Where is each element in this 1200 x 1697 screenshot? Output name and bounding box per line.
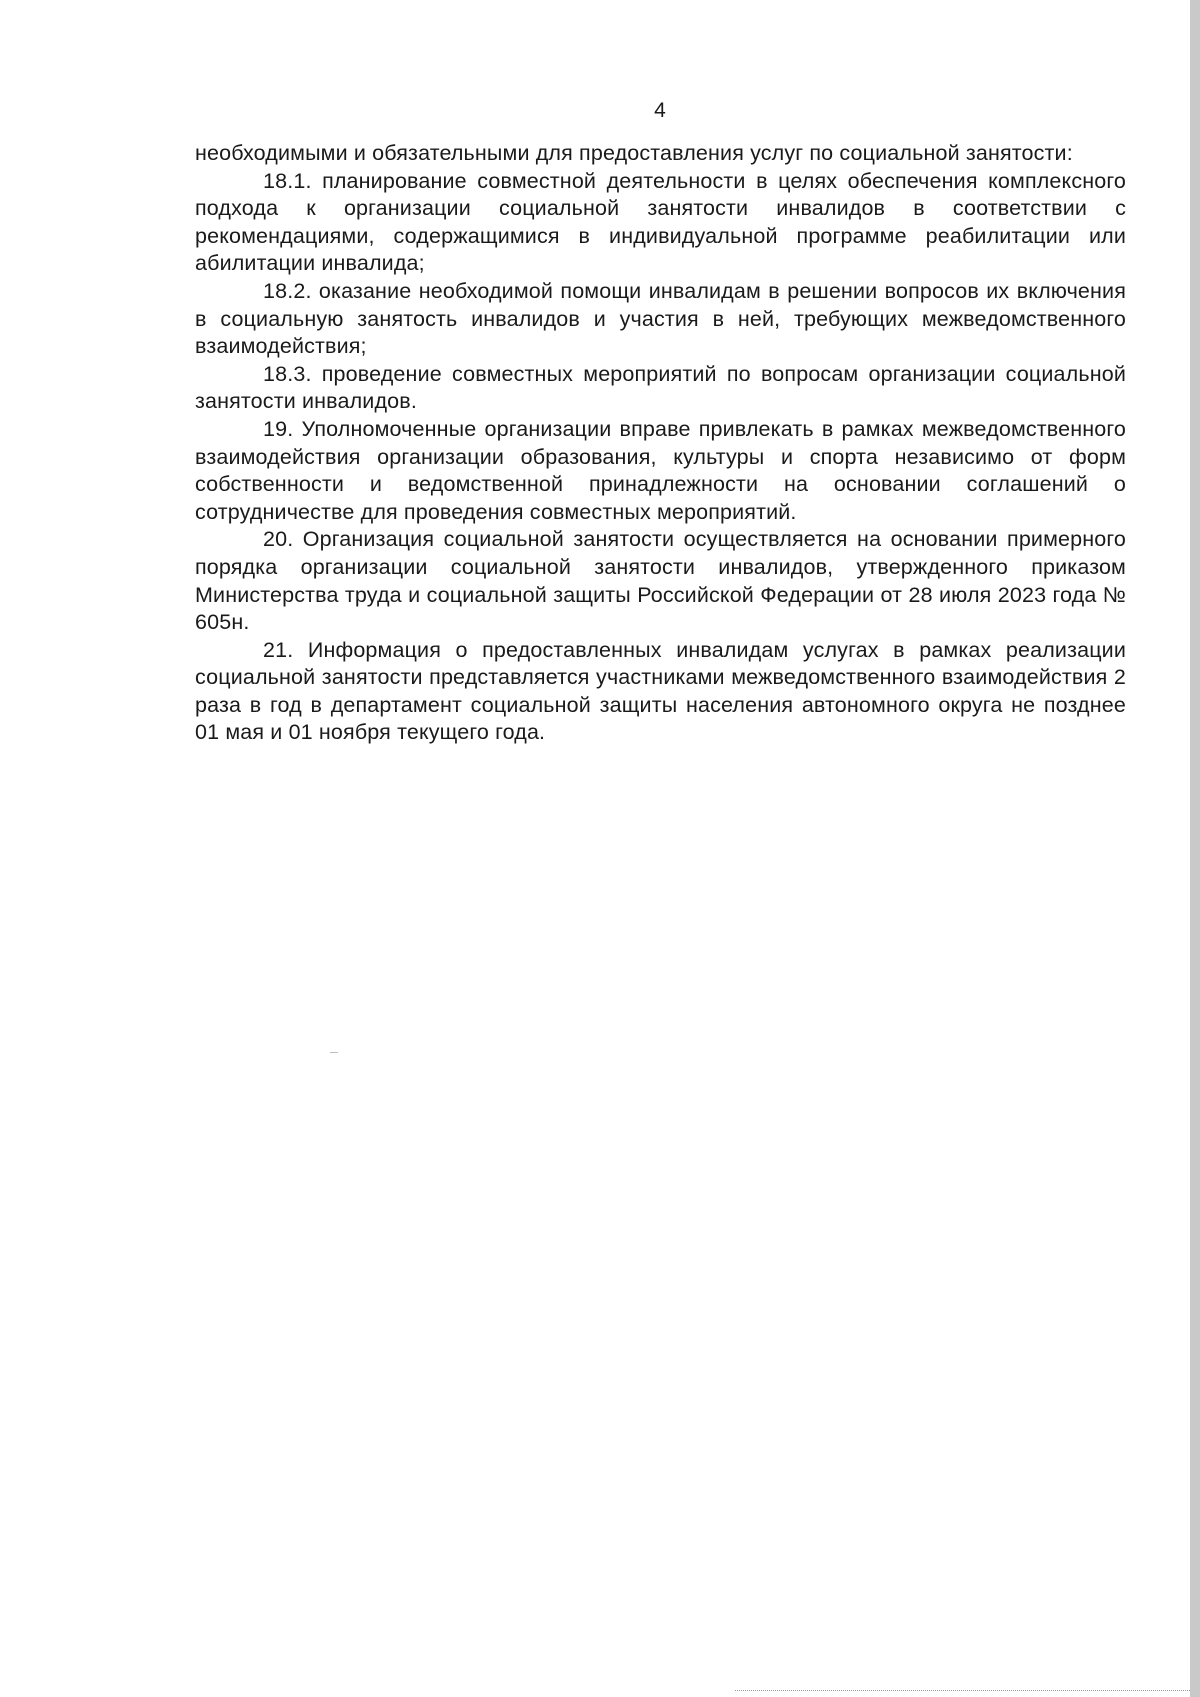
paragraph-18-3: 18.3. проведение совместных мероприятий по вопросам организации социальной занятости инвалидов. bbox=[195, 361, 1126, 414]
scan-bottom-artifact bbox=[735, 1690, 1190, 1692]
scan-speck bbox=[330, 1052, 338, 1053]
paragraph-18-1: 18.1. планирование совместной деятельности в целях обеспечения комплексного подхода к организации социальной занятости инвалидов в соответствии с рекомендациями, содержащимися в индивидуальной программе реабилитации или абилитации инвалида; bbox=[195, 168, 1126, 276]
page-number: 4 bbox=[654, 99, 666, 122]
paragraph-19: 19. Уполномоченные организации вправе привлекать в рамках межведомственного взаимодействия организации образования, культуры и спорта независимо от форм собственности и ведомственной принадлежности на основании соглашений о сотрудничестве для проведения совместных мероприятий. bbox=[195, 416, 1126, 524]
paragraph-18-2: 18.2. оказание необходимой помощи инвалидам в решении вопросов их включения в социальную занятость инвалидов и участия в ней, требующих межведомственного взаимодействия; bbox=[195, 278, 1126, 359]
paragraph-20: 20. Организация социальной занятости осуществляется на основании примерного порядка организации социальной занятости инвалидов, утвержденного приказом Министерства труда и социальной защиты Российской Федерации от 28 июля 2023 года № 605н. bbox=[195, 527, 1126, 635]
scan-right-edge bbox=[1190, 0, 1200, 1697]
paragraph-21: 21. Информация о предоставленных инвалидам услугах в рамках реализации социальной занятости представляется участниками межведомственного взаимодействия 2 раза в год в департамент социальной защиты населения автономного округа не позднее 01 мая и 01 ноября текущего года. bbox=[195, 637, 1126, 745]
document-body bbox=[195, 140, 1126, 747]
paragraph-continuation: необходимыми и обязательными для предоставления услуг по социальной занятости: bbox=[195, 141, 1073, 165]
